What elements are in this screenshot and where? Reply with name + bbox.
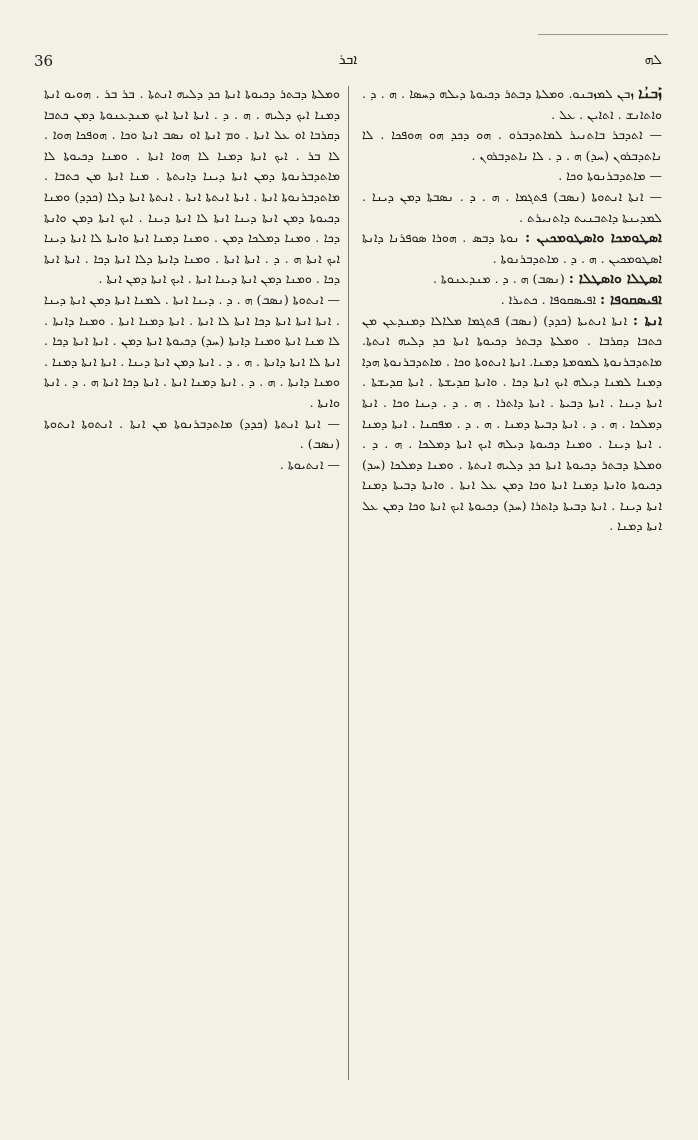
headword: ܐܦܝܣܩܘܦܐ : (599, 291, 662, 308)
page-header (34, 52, 662, 78)
entry-text: — ܐܢܬܐ ܐܢܬܘܬܐ (ܢܣܒ) ܦܬܓܡܐ . ܗ . ܕ . ܢܣܒܬܐ ܕܡܢ ܕܝܢܐ . ܠܡܕܝܢܬܐ ܕܐܬܒܢܝܬ ܕܐܬܢܝܪܬ . (362, 188, 662, 225)
dictionary-entry (362, 166, 662, 187)
headword: ܙܰܒܢܳܐ (638, 86, 662, 102)
entry-text: ܐܢܬܐ ܐܢܬܝܬܐ (ܟܕܕ) (ܢܣܒ) ܦܬܓܡܐ ܡܠܐܠܐ ܕܡܢܕܥܢ ܡܢ ܟܬܒܐ ܕܩܪܒܐ . ܘܡܠܬܐ ܕܒܬܪ ܕܟܝܘܬܐ ܐܢܬܐ ܟܕ ܕܠܝܗ ܐܢܬܬܐ. ܡܐܬܕܒܪܢܘܬܐ ܠܡܘܡܬܐ ܕܡܢܐ. ܐܢܬܐ ܐܢܬܘܬܐ ܘܟܐ . ܡܐܬܕܒܪܢܘܬܐ ܗܕܐ ܕܡܢܐ ܠܡܢܐ ܕܝܠܗ ܐܝܟ ܐܢܬܐ ܕܟܐ . ܘܐܢܬܐ ܩܕܝܫܬܐ . ܐܢܬܐ ܩܕܝܫܬܐ . ܐܢܬܐ ܕܝܢܐ . ܐܢܬܐ ܕܒܝܬܐ . ܐܢܬܐ ܕܐܬܪܐ . ܗ . ܕ . ܕܝܢܐ ܘܟܐ . ܐܢܬܐ ܕܡܠܟܐ . ܗ . ܕ . ܐܢܬܐ ܕܒܝܬܐ ܕܡܢܐ . ܗ . ܕ . ܡܦܩܢܐ . ܐܢܬܐ ܕܡܢܐ . ܐܢܬܐ ܕܝܢܐ . ܘܡܢܐ ܕܟܝܘܬܐ ܕܝܠܗ ܐܝܟ ܐܢܬܐ ܕܡܠܟܐ . ܗ . ܕ . ܘܡܠܬܐ ܕܒܬܪ ܕܟܝܘܬܐ ܐܢܬܐ ܟܕ ܕܠܝܗ ܐܢܬܬܐ . ܘܡܢܐ ܕܡܠܟܐ (ܚܕ) ܕܟܝܘܬܐ ܘܐܢܬܐ ܕܡܢܐ ܐܢܬܐ ܘܟܐ ܕܡܢ ܥܠ ܐܢܬܐ . ܘܐܢܬܐ ܕܒܝܬܐ ܕܡܢܐ ܐܢܬܐ ܕܝܢܐ . ܐܢܬܐ ܕܒܝܬܐ ܕܐܬܪܐ (ܚܕ) ܕܟܝܘܬܐ ܐܝܟ ܐܢܬܐ ܘܟܐ ܕܡܢ ܥܠ ܐܢܬܐ ܕܡܢܐ . (362, 312, 662, 534)
dictionary-entry (362, 311, 662, 538)
headword: ܐܢܬܐ : (632, 312, 662, 329)
right-column (362, 84, 662, 1084)
headword: ܐܣܛܘܡܟܐ ܘܐܣܛܘܡܟܝܢ : (525, 230, 662, 247)
headword: ܐܣܛܠܐ ܘܐܣܛܠܐ : (568, 271, 662, 288)
entry-text: ܘܡܠܬܐ ܕܒܬܪ ܕܟܝܘܬܐ ܐܢܬܐ ܟܕ ܕܠܝܗ ܐܢܬܬܐ . ܒܪ ܒܪ . ܗܘܝܘ ܐܢܬܐ ܕܡܢܐ ܐܝܟ ܕܠܝܗ . ܗ . ܕ . ܐܢܬܐ ܐܢܬܐ ܐܝܟ ܡܢܕܥܢܘܬܐ ܕܡܢ ܟܬܒܐ ܕܩܪܒܐ ܐܘ ܥܠ ܐܢܬܐ . ܘܡ ܐܢܬܐ ܐܘ ܢܣܒ ܐܢܬܐ ܘܟܐ . ܗܘܦܟܐ ܗܘܐ . ܠܐ ܒܪ . ܐܝܟ ܐܢܬܐ ܕܡܢܐ ܠܐ ܗܘܐ ܐܢܬܐ . ܘܡܢܐ ܕܟܝܘܬܐ ܠܐ ܡܐܬܕܒܪܢܘܬܐ ܕܡܢ ܐܢܬܐ ܕܝܢܐ ܕܐܢܬܬܐ . ܡܢܐ ܐܢܬܐ ܡܢ ܟܬܒܐ . ܡܐܬܕܒܪܢܘܬܐ ܐܢܬܐ . ܐܢܬܐ ܐܢܬܬܐ ܐܢܬܐ . ܐܢܬܬܐ ܐܢܬܐ ܕܠܐ (ܟܕܕ) ܘܡܢܐ ܕܟܝܘܬܐ ܕܡܢ ܐܢܬܐ ܕܝܢܐ ܐܢܬܐ ܠܐ ܐܢܬܐ ܕܝܢܐ . ܐܝܟ ܐܢܬܐ ܕܡܢ ܘܐܢܬܐ ܕܟܐ . ܘܡܢܐ ܕܡܠܟܐ ܕܡܢ . ܘܡܢܐ ܕܡܢܐ ܐܢܬܐ ܘܐܢܬܐ ܠܐ ܐܢܬܐ ܕܝܢܐ ܐܝܟ ܐܢܬܐ ܗ . ܕ . ܐܢܬܐ ܐܢܬܐ . ܘܡܢܐ ܕܐܢܬܐ ܕܠܐ ܐܢܬܐ ܕܟܐ . ܐܢܬܐ ܐܢܬܐ ܕܟܐ . ܘܡܢܐ ܕܡܢ ܐܢܬܐ ܕܝܢܐ ܐܢܬܐ . ܐܝܟ ܐܢܬܐ ܕܡܢ ܐܢܬܐ . (44, 86, 340, 287)
entry-text: — ܐܢܬܘܬܐ (ܢܣܒ) ܗ . ܕ . ܕܝܢܐ ܐܢܬܐ . ܠܡܢܐ ܐܢܬܐ ܕܡܢ ܐܢܬܐ ܕܝܢܐ . ܐܢܬܐ ܐܢܬܐ ܐܢܬܐ ܕܟܐ ܐܢܬܐ ܠܐ ܐܢܬܐ . ܐܢܬܐ ܕܡܢܐ ܐܢܬܐ . ܘܡܢܐ ܕܐܢܬܐ . ܠܐ ܡܢܐ ܐܢܬܐ ܘܡܢܐ ܕܐܢܬܐ (ܚܕ) ܕܟܝܘܬܐ ܐܢܬܐ ܕܡܢ . ܐܢܬܐ ܐܢܬܐ ܕܟܐ . ܐܢܬܐ ܠܐ ܐܢܬܐ ܕܐܢܬܐ . ܗ . ܕ . ܐܢܬܐ ܕܡܢ ܐܢܬܐ ܕܝܢܐ . ܐܢܬܐ ܐܢܬܐ ܕܡܢܐ . ܘܡܢܐ ܕܐܢܬܐ . ܗ . ܕ . ܐܢܬܐ ܕܡܢܐ ܐܢܬܐ . ܐܢܬܐ ܕܟܐ ܐܢܬܐ ܗ . ܕ . ܐܢܬܐ ܘܐܢܬܐ . (44, 291, 340, 410)
entry-text: ܢܘܬܐ ܕܒܣ . ܗܘܪܐ ܣܘܦܪܢܐ ܕܐܢܬܐ ܐܣܛܘܡܟܝܢ . ܗ . ܕ . ܡܐܬܕܒܪܢܘܬܐ . (362, 230, 662, 266)
dictionary-entry (44, 455, 340, 476)
page-number-left: 36 (34, 52, 54, 70)
column-divider (348, 86, 349, 1080)
dictionary-entry (362, 269, 662, 290)
dictionary-entry (362, 84, 662, 125)
dictionary-entry (362, 290, 662, 311)
dictionary-entry (362, 187, 662, 228)
left-column (44, 84, 340, 1084)
dictionary-entry (44, 290, 340, 414)
entry-text: — ܐܬܕܒܪ ܒܐܬܢܝܪ ܠܡܐܬܕܒܪܘ . ܗܘ ܕܟܕ ܗܘ ܗܘܦܟܐ . ܠܐ ܢܐܬܕܒܪܘܢ (ܚܕ) ܗ . ܕ . ܠܐ ܢܐܬܕܒܪܘܢ . (362, 127, 662, 163)
entry-text: (ܢܣܒ) ܗ . ܕ . ܡܢܕܥܢܘܬܐ . (432, 271, 565, 287)
page-number-right: ܠܗ (644, 52, 662, 68)
entry-text: ܐܦܝܣܩܘܦܐ . ܟܬܝܪܐ . (500, 291, 596, 307)
top-rule (538, 34, 668, 35)
dictionary-entry (362, 125, 662, 166)
entry-text: — ܡܐܬܕܒܪܢܘܬܐ ܘܟܐ . (558, 168, 662, 184)
dictionary-entry (44, 84, 340, 290)
entry-text: — ܐܢܬܐ ܐܢܬܬܐ (ܟܕܕ) ܡܐܬܕܒܪܢܘܬܐ ܡܢ ܐܢܬܐ . ܐܢܬܘܬܐ ܐܢܬܘܬܐ (ܢܣܒ) . (44, 415, 340, 452)
dictionary-entry (44, 414, 340, 455)
entry-text: — ܐܢܬܝܘܬܐ . (279, 456, 340, 472)
dictionary-entry (362, 228, 662, 269)
running-title: ܐܒܪ (338, 52, 358, 68)
entry-text: ܙܒܢ ܠܡܙܒܢܘ. ܘܡܠܬܐ ܕܒܬܪ ܕܟܝܘܬܐ ܕܝܠܗ ܕܚܣܐ . ܗ . ܕ . ܘܐܬܐܢܫ . ܐܬܐܝܢ . ܥܠ . (362, 86, 662, 122)
